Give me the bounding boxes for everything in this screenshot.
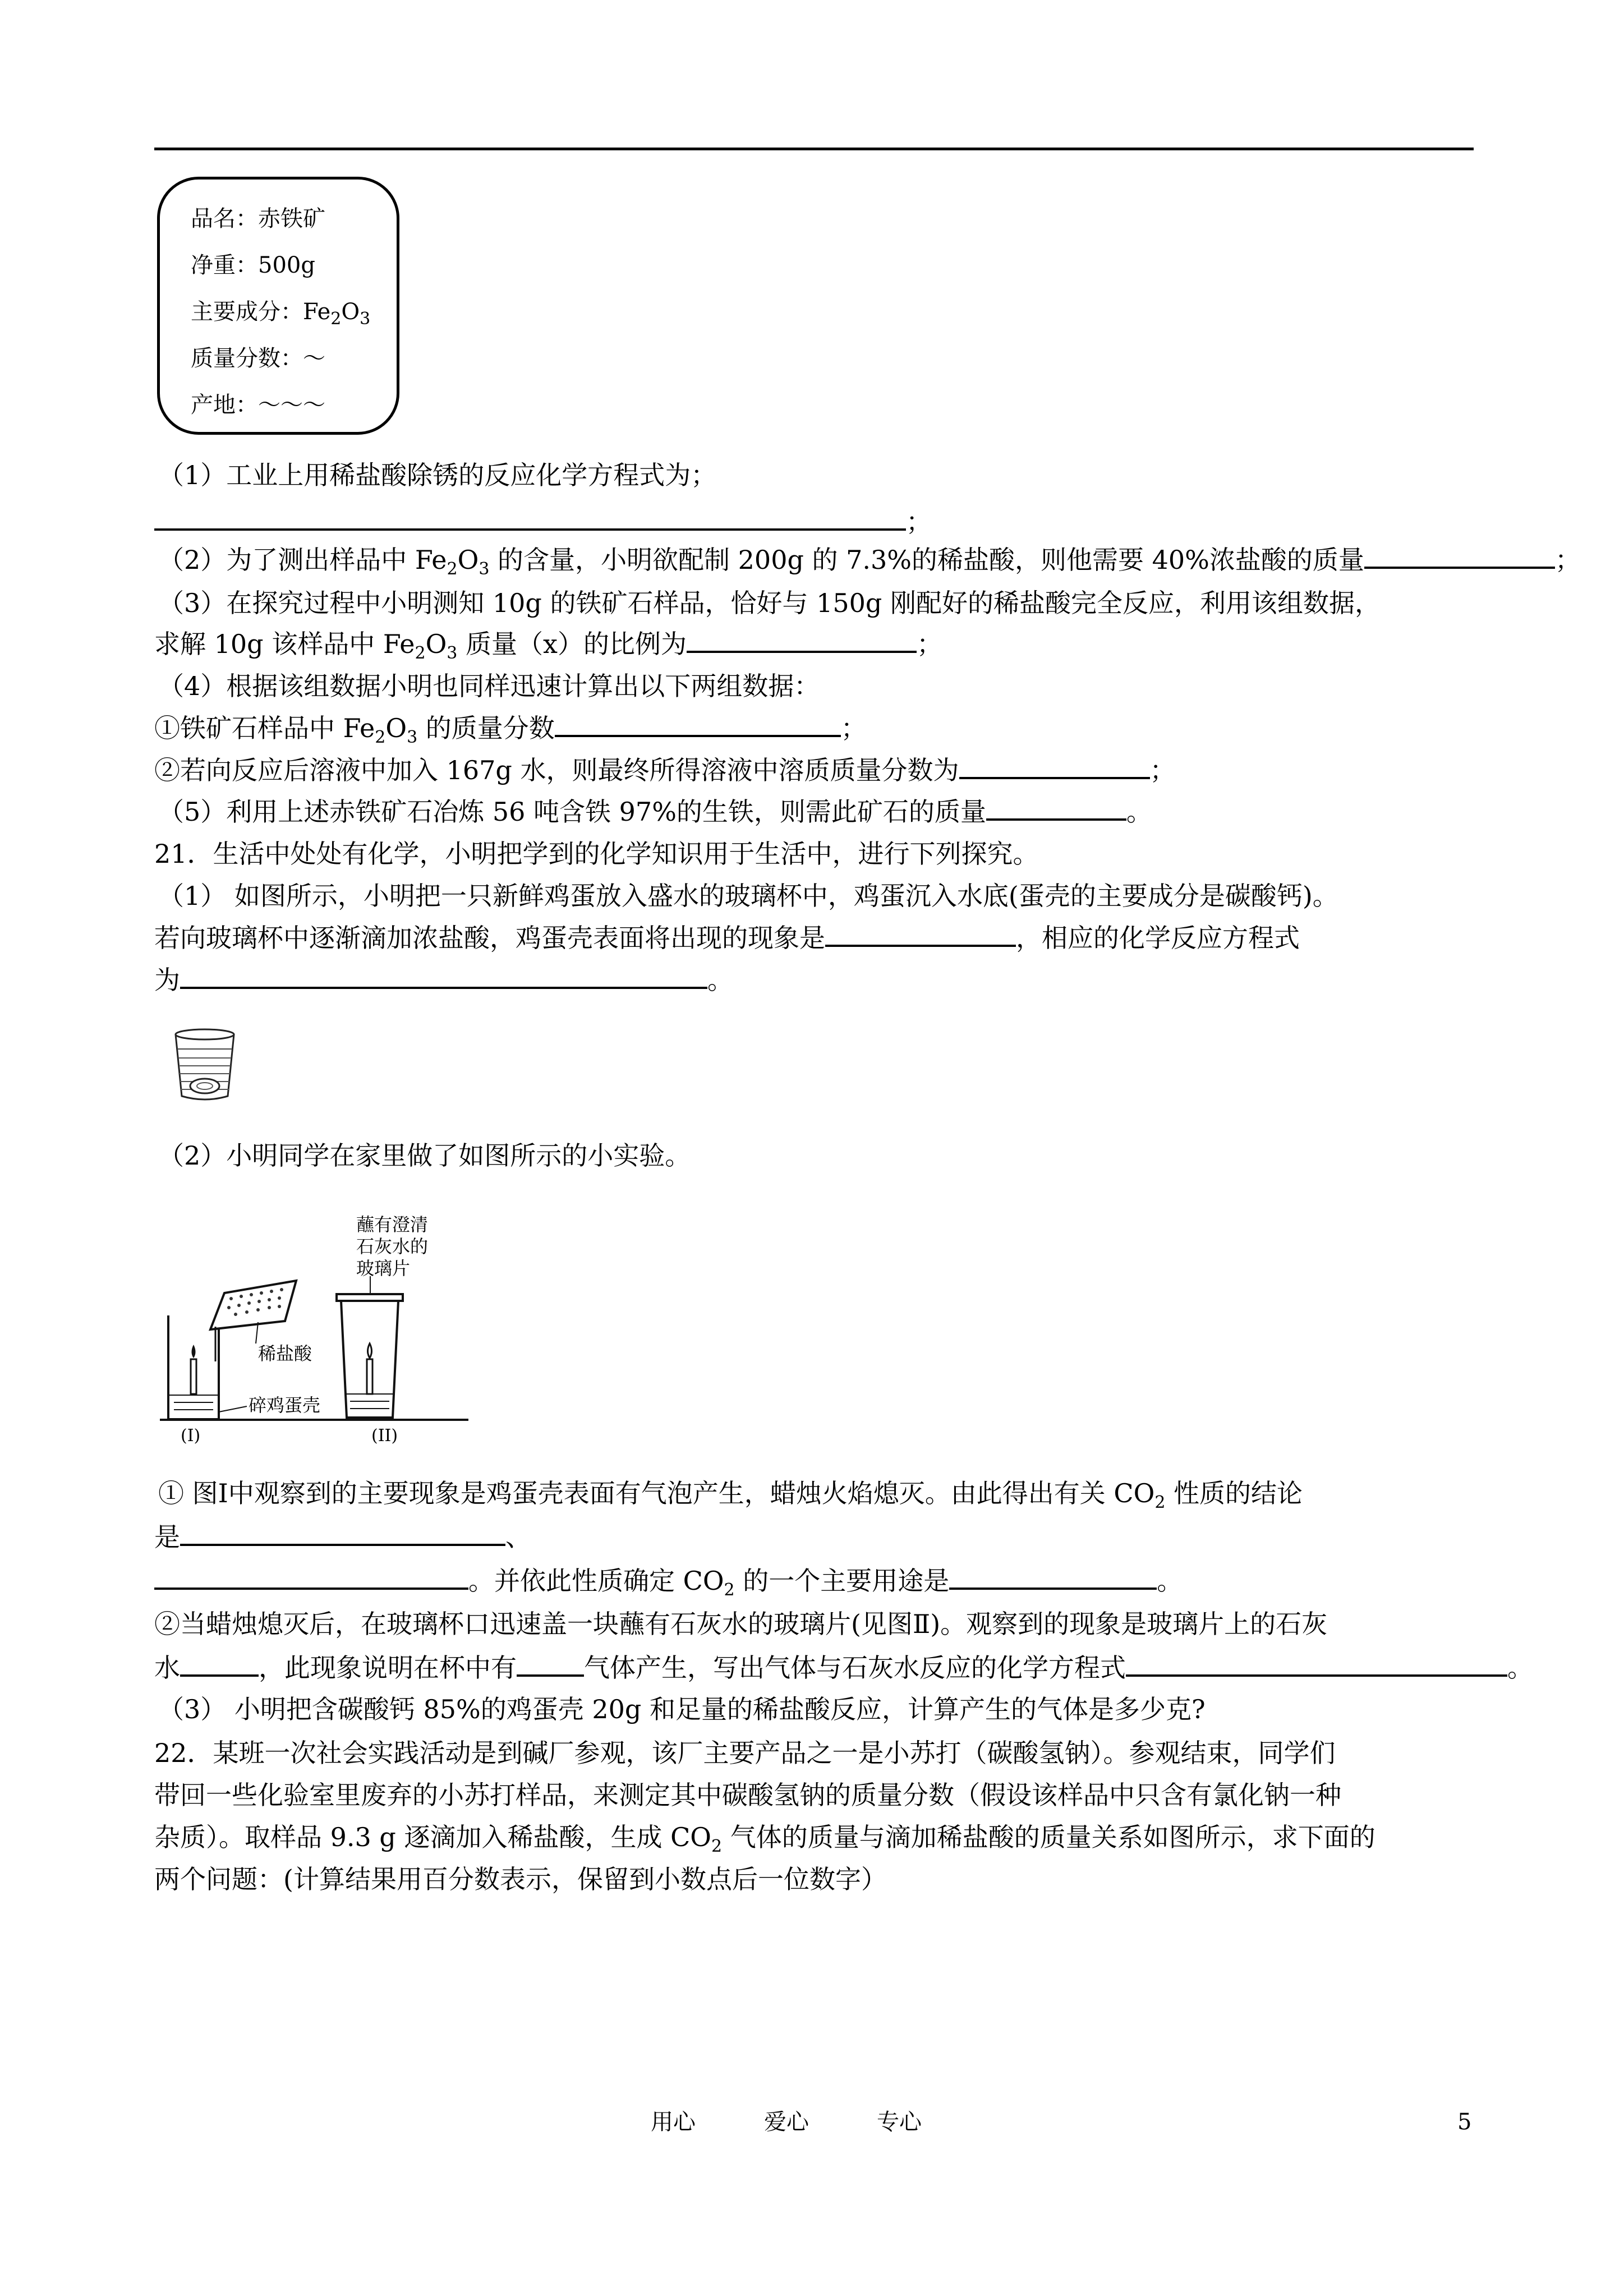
header-rule (154, 148, 1474, 150)
q20-part4: （4）根据该组数据小明也同样迅速计算出以下两组数据： (158, 671, 820, 701)
q21-conclusion1-line3: 。并依此性质确定 $CO_2$ 的一个主要用途是 。 (154, 1561, 1183, 1610)
q22-line2: 带回一些化验室里废弃的小苏打样品，来测定其中碳酸氢钠的质量分数（假设该样品中只含有氯化钠一种 (154, 1780, 1341, 1810)
q21-part1-line3: 为 。 (154, 965, 733, 995)
footer-motto-2: 爱心 (764, 2109, 809, 2135)
fig-label-glass-line3: 玻璃片 (356, 1258, 411, 1279)
q20-part3-line1: （3）在探究过程中小明测知 10g 的铁矿石样品，恰好与 150g 刚配好的稀盐酸完全反应，利用该组数据， (158, 588, 1381, 618)
label-component: 主要成分：$Fe_2O_3$ (191, 299, 371, 329)
label-origin: 产地：～～～ (191, 392, 325, 418)
page-number: 5 (1457, 2109, 1472, 2135)
q20-part2: （2）为了测出样品中 $Fe_2O_3$ 的含量，小明欲配制 200g 的 7.3%的稀盐酸，则他需要 40%浓盐酸的质量 ； (158, 545, 1581, 579)
glass-with-egg-figure (168, 1027, 241, 1105)
product-label-box (157, 177, 399, 435)
fig-label-i: (I) (181, 1426, 201, 1446)
q21-conclusion2-line2: 水 ，此现象说明在杯中有 气体产生，写出气体与石灰水反应的化学方程式 。 (154, 1653, 1533, 1683)
q20-part4-item2: ②若向反应后溶液中加入 167g 水，则最终所得溶液中溶质质量分数为 ； (154, 755, 1176, 785)
q22-line4: 两个问题：(计算结果用百分数表示，保留到小数点后一位数字） (154, 1864, 887, 1894)
q21-intro: 21．生活中处处有化学，小明把学到的化学知识用于生活中，进行下列探究。 (154, 839, 1039, 869)
q21-conclusion1-line1: ① 图Ⅰ中观察到的主要现象是鸡蛋壳表面有气泡产生，蜡烛火焰熄灭。由此得出有关 $CO_2$ 性质的结论 (158, 1478, 1303, 1513)
fig-label-acid: 稀盐酸 (258, 1343, 312, 1364)
q21-part2: （2）小明同学在家里做了如图所示的小实验。 (158, 1140, 691, 1171)
label-name: 品名：赤铁矿 (191, 206, 325, 232)
q20-part1-answer-line: ； (154, 502, 932, 541)
q21-part1-line2: 若向玻璃杯中逐渐滴加浓盐酸，鸡蛋壳表面将出现的现象是 ，相应的化学反应方程式 (154, 923, 1300, 953)
q21-part3: （3） 小明把含碳酸钙 85%的鸡蛋壳 20g 和足量的稀盐酸反应，计算产生的气体是多少克? (158, 1694, 1206, 1724)
footer-motto-3: 专心 (877, 2109, 922, 2135)
q22-line3: 杂质）。取样品 9.3 g 逐滴加入稀盐酸，生成 $CO_2$ 气体的质量与滴加稀盐酸的质量关系如图所示，求下面的 (154, 1822, 1375, 1857)
q20-part1: （1）工业上用稀盐酸除锈的反应化学方程式为； (158, 460, 717, 490)
q20-part5: （5）利用上述赤铁矿石冶炼 56 吨含铁 97%的生铁，则需此矿石的质量 。 (158, 797, 1152, 827)
fig-label-ii: (II) (371, 1426, 398, 1446)
fig-label-glass-line1: 蘸有澄清 (356, 1214, 429, 1235)
label-weight: 净重：500g (191, 252, 315, 278)
q21-conclusion1-line2: 是 、 (154, 1522, 531, 1552)
q22-line1: 22．某班一次社会实践活动是到碱厂参观，该厂主要产品之一是小苏打（碳酸氢钠）。参观结束，同学们 (154, 1738, 1336, 1768)
q21-part1-line1: （1） 如图所示，小明把一只新鲜鸡蛋放入盛水的玻璃杯中，鸡蛋沉入水底(蛋壳的主要成分是碳酸钙)。 (158, 881, 1338, 911)
q20-part4-item1: ①铁矿石样品中 $Fe_2O_3$ 的质量分数 ； (154, 713, 867, 748)
label-fraction: 质量分数：～ (191, 346, 325, 371)
footer-motto-1: 用心 (651, 2109, 696, 2135)
q21-conclusion2-line1: ②当蜡烛熄灭后，在玻璃杯口迅速盖一块蘸有石灰水的玻璃片(见图Ⅱ)。观察到的现象是玻璃片上的石灰 (154, 1609, 1328, 1639)
fig-label-shell: 碎鸡蛋壳 (249, 1395, 321, 1416)
q20-part3-line2: 求解 10g 该样品中 $Fe_2O_3$ 质量（x）的比例为 ； (154, 629, 942, 664)
fig-label-glass-line2: 石灰水的 (356, 1236, 429, 1257)
